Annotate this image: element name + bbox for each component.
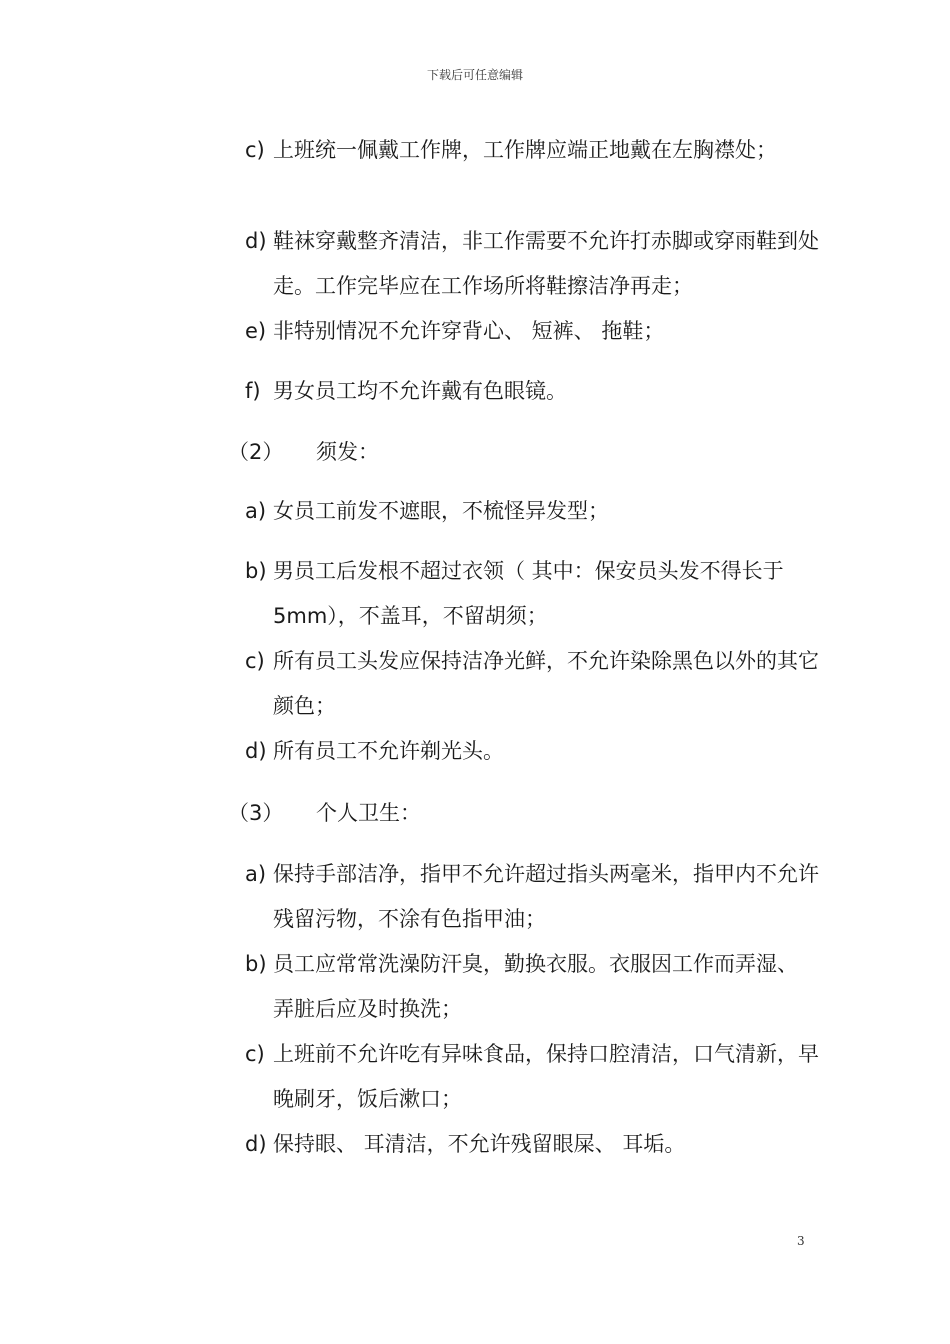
section-heading <box>228 437 379 467</box>
item-marker: a) <box>245 499 267 523</box>
list-item <box>245 309 825 354</box>
list-item <box>245 942 825 1032</box>
list-item <box>245 128 825 173</box>
item-marker: b) <box>245 559 267 583</box>
list-item <box>245 369 825 414</box>
item-text: 所有员工头发应保持洁净光鲜，不允许染除黑色以外的其它颜色； <box>273 649 819 718</box>
item-text: 男员工后发根不超过衣领（ 其中：保安员头发不得长于 5mm），不盖耳，不留胡须； <box>273 559 784 628</box>
section-number: （3） <box>228 801 284 825</box>
item-marker: c) <box>245 649 265 673</box>
item-marker: d) <box>245 739 267 763</box>
item-marker: c) <box>245 1042 265 1066</box>
list-item <box>245 219 825 309</box>
item-marker: c) <box>245 138 265 162</box>
item-marker: d) <box>245 1132 267 1156</box>
page-header: 下载后可任意编辑 <box>426 68 523 82</box>
item-text: 员工应常常洗澡防汗臭，勤换衣服。衣服因工作而弄湿、 弄脏后应及时换洗； <box>273 952 798 1021</box>
section-heading <box>228 798 421 828</box>
item-text: 男女员工均不允许戴有色眼镜。 <box>273 379 567 403</box>
list-item <box>245 489 825 534</box>
item-text: 所有员工不允许剃光头。 <box>273 739 504 763</box>
section-number: （2） <box>228 440 284 464</box>
list-item <box>245 729 825 774</box>
item-text: 上班前不允许吃有异味食品，保持口腔清洁，口气清新，早晚刷牙，饭后漱口； <box>273 1042 819 1111</box>
list-item <box>245 852 825 942</box>
section-title: 须发： <box>316 440 379 464</box>
item-text: 女员工前发不遮眼，不梳怪异发型； <box>273 499 609 523</box>
list-item <box>245 549 825 639</box>
item-marker: e) <box>245 319 267 343</box>
item-marker: f) <box>245 379 261 403</box>
item-text: 保持手部洁净，指甲不允许超过指头两毫米，指甲内不允许残留污物，不涂有色指甲油； <box>273 862 819 931</box>
item-marker: d) <box>245 229 267 253</box>
list-item <box>245 639 825 729</box>
page-number: 3 <box>797 1234 805 1248</box>
item-marker: a) <box>245 862 267 886</box>
item-text: 保持眼、 耳清洁，不允许残留眼屎、 耳垢。 <box>273 1132 686 1156</box>
section-title: 个人卫生： <box>316 801 421 825</box>
item-text: 上班统一佩戴工作牌，工作牌应端正地戴在左胸襟处； <box>273 138 777 162</box>
list-item <box>245 1122 825 1167</box>
item-text: 鞋袜穿戴整齐清洁，非工作需要不允许打赤脚或穿雨鞋到处走。工作完毕应在工作场所将鞋擦洁净再走； <box>273 229 819 298</box>
item-marker: b) <box>245 952 267 976</box>
list-item <box>245 1032 825 1122</box>
item-text: 非特别情况不允许穿背心、 短裤、 拖鞋； <box>273 319 665 343</box>
